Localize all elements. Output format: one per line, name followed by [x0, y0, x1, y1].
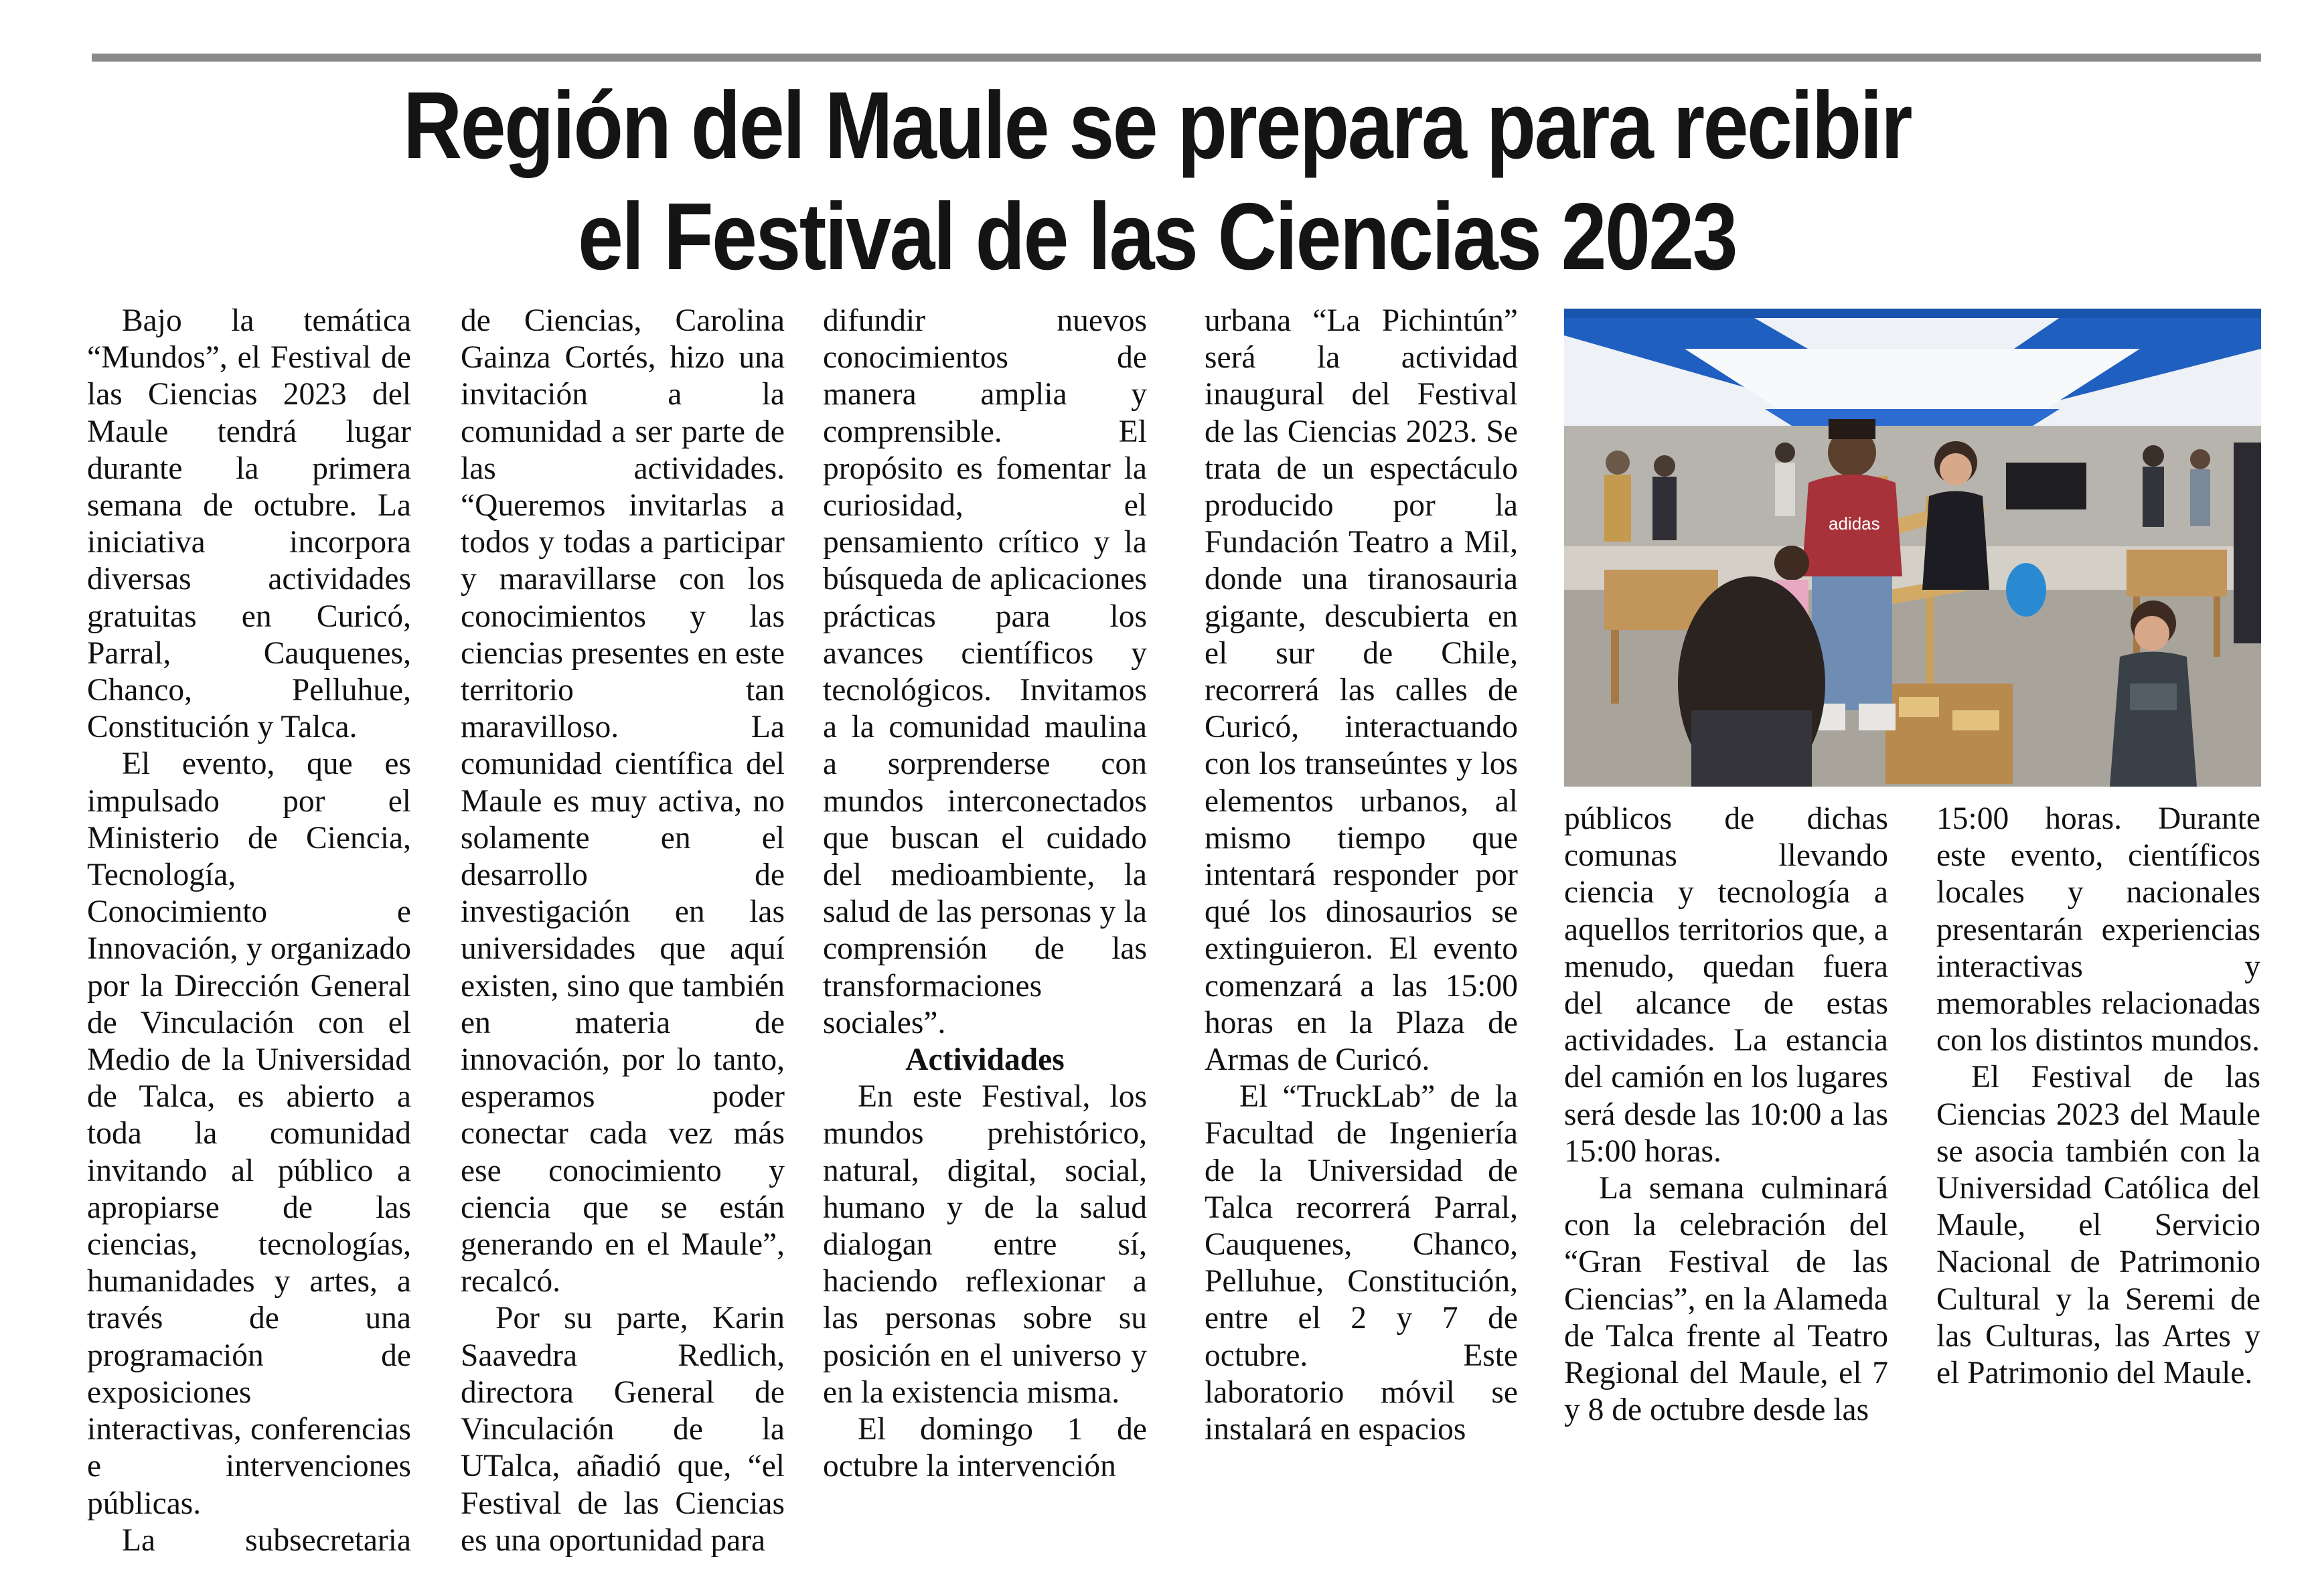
shirt-logo-text: adidas	[1829, 513, 1880, 534]
text-column-1	[87, 303, 411, 1559]
paragraph-subsecretaria-start: La subsecretaria	[122, 1522, 411, 1558]
paragraph-saavedra-quote: difundir nuevos conocimientos de manera amplia y comprensible. El propósito es fomentar la curiosidad, el pensamiento crítico y la búsqueda de aplicaciones prácticas para los avances científicos y tecnológicos. Invitamos a la comunidad maulina a sorprenderse con mundos interconectados que buscan el cuidado del medioambiente, la salud de las personas y la comprensión de las transformaciones sociales”.	[823, 303, 1147, 1040]
section-subheading: Actividades	[905, 1042, 1065, 1078]
text-column-3	[823, 303, 1147, 1486]
text-column-4	[1205, 303, 1518, 1448]
text-column-2	[461, 303, 785, 1559]
festival-tent-scene-image	[1564, 309, 2261, 787]
headline-line-2: el Festival de las Ciencias 2023	[578, 183, 1736, 290]
paragraph-mundos: En este Festival, los mundos prehistórico, natural, digital, social, humano y de la salud dialogan entre sí, haciendo reflexionar a las personas sobre su posición en el universo y en la existencia misma.	[823, 1079, 1147, 1410]
paragraph-pichintun-start: El domingo 1 de octubre la intervención	[823, 1412, 1147, 1484]
headline-line-1: Región del Maule se prepara para recibir	[403, 72, 1911, 179]
paragraph-trucklab-start: El “TruckLab” de la Facultad de Ingeniería de la Universidad de Talca recorrerá Parral, Cauquenes, Chanco, Pelluhue, Constitución, entre el 2 y 7 de octubre. Este laboratorio móvil se instalará en espacios	[1205, 1079, 1518, 1447]
text-column-5	[1564, 801, 1888, 1429]
paragraph-gran-festival-end: 15:00 horas. Durante este evento, científicos locales y nacionales presentarán experiencias interactivas y memorables relacionadas con los distintos mundos.	[1936, 801, 2260, 1058]
article-headline	[162, 70, 2152, 293]
paragraph-organizers: El evento, que es impulsado por el Ministerio de Ciencia, Tecnología, Conocimiento e Innovación, y organizado por la Dirección General de Vinculación con el Medio de la Universidad de Talca, es abierto a toda la comunidad invitando al público a apropiarse de las ciencias, tecnologías, humanidades y artes, a través de una programación de exposiciones interactivas, conferencias e intervenciones públicas.	[87, 746, 411, 1521]
paragraph-trucklab-end: públicos de dichas comunas llevando ciencia y tecnología a aquellos territorios que, a menudo, quedan fuera del alcance de estas actividades. La estancia del camión en los lugares será desde las 10:00 a las 15:00 horas.	[1564, 801, 1888, 1169]
paragraph-intro: Bajo la temática “Mundos”, el Festival de las Ciencias 2023 del Maule tendrá lugar durante la primera semana de octubre. La iniciativa incorpora diversas actividades gratuitas en Curicó, Parral, Cauquenes, Chanco, Pelluhue, Constitución y Talca.	[87, 303, 411, 745]
top-divider-rule	[92, 54, 2261, 62]
paragraph-subsecretaria-quote: de Ciencias, Carolina Gainza Cortés, hizo una invitación a la comunidad a ser parte de las actividades. “Queremos invitarlas a todos y todas a participar y maravillarse con los conocimientos y las ciencias presentes en este territorio tan maravilloso. La comunidad científica del Maule es muy activa, no solamente en el desarrollo de investigación en las universidades que aquí existen, sino que también en materia de innovación, por lo tanto, esperamos poder conectar cada vez más ese conocimiento y ciencia que se están generando en el Maule”, recalcó.	[461, 303, 785, 1299]
paragraph-gran-festival-start: La semana culminará con la celebración del “Gran Festival de las Ciencias”, en la Alameda de Talca frente al Teatro Regional del Maule, el 7 y 8 de octubre desde las	[1564, 1171, 1888, 1428]
festival-photo	[1564, 309, 2261, 787]
paragraph-partners: El Festival de las Ciencias 2023 del Maule se asocia también con la Universidad Católica del Maule, el Servicio Nacional de Patrimonio Cultural y la Seremi de las Culturas, las Artes y el Patrimonio del Maule.	[1936, 1060, 2260, 1391]
paragraph-pichintun: urbana “La Pichintún” será la actividad inaugural del Festival de las Ciencias 2023. Se trata de un espectáculo producido por la Fundación Teatro a Mil, donde una tiranosauria gigante, descubierta en el sur de Chile, recorrerá las calles de Curicó, interactuando con los transeúntes y los elementos urbanos, al mismo tiempo que intentará responder por qué los dinosaurios se extinguieron. El evento comenzará a las 15:00 horas en la Plaza de Armas de Curicó.	[1205, 303, 1518, 1078]
text-column-6	[1936, 801, 2260, 1392]
paragraph-saavedra-start: Por su parte, Karin Saavedra Redlich, directora General de Vinculación de la UTalca, añadió que, “el Festival de las Ciencias es una oportunidad para	[461, 1301, 785, 1558]
